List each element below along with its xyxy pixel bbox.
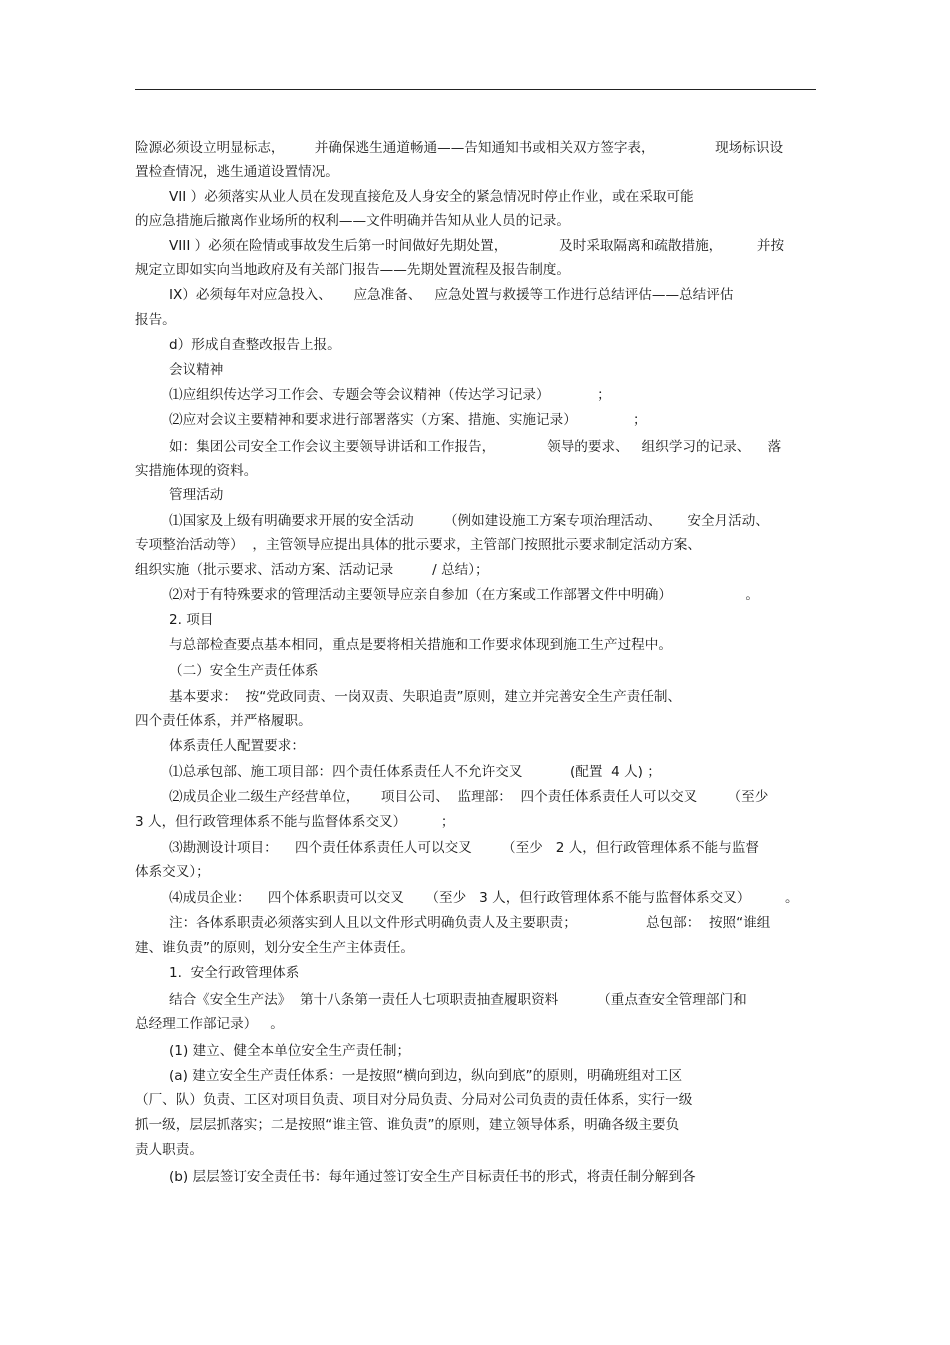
text-line: (a) 建立安全生产责任体系：一是按照“横向到边，纵向到底”的原则，明确班组对工区 bbox=[169, 1068, 683, 1084]
text-line: 会议精神 bbox=[169, 362, 224, 378]
text-line: 实措施体现的资料。 bbox=[135, 463, 258, 479]
text-line: (b) 层层签订安全责任书：每年通过签订安全生产目标责任书的形式，将责任制分解到各 bbox=[169, 1169, 696, 1185]
text-line: (1) 建立、健全本单位安全生产责任制； bbox=[169, 1043, 411, 1059]
text-line: 建、谁负责”的原则，划分安全生产主体责任。 bbox=[135, 940, 414, 956]
text-line: 的应急措施后撤离作业场所的权利——文件明确并告知从业人员的记录。 bbox=[135, 213, 570, 229]
text-line: ⑷成员企业： 四个体系职责可以交叉 （至少 3 人，但行政管理体系不能与监督体系交叉） 。 bbox=[169, 890, 799, 906]
text-line: IX）必须每年对应急投入、 应急准备、 应急处置与救援等工作进行总结评估——总结评估 bbox=[169, 287, 734, 303]
text-line: ⑴国家及上级有明确要求开展的安全活动 （例如建设施工方案专项治理活动、 安全月活动、 bbox=[169, 513, 769, 529]
text-line: 体系责任人配置要求： bbox=[169, 738, 305, 754]
text-line: 3 人，但行政管理体系不能与监督体系交叉） ； bbox=[135, 814, 455, 830]
text-line: 管理活动 bbox=[169, 487, 224, 503]
text-line: ⑴应组织传达学习工作会、专题会等会议精神（传达学习记录） ； bbox=[169, 387, 611, 403]
text-line: 如：集团公司安全工作会议主要领导讲话和工作报告， 领导的要求、 组织学习的记录、 落 bbox=[169, 439, 782, 455]
text-line: 结合《安全生产法》 第十八条第一责任人七项职责抽查履职资料 （重点查安全管理部门和 bbox=[169, 992, 747, 1008]
text-line: （厂、队）负责、工区对项目负责、项目对分局负责、分局对公司负责的责任体系，实行一级 bbox=[135, 1092, 693, 1108]
text-line: 规定立即如实向当地政府及有关部门报告——先期处置流程及报告制度。 bbox=[135, 262, 570, 278]
text-line: 报告。 bbox=[135, 312, 176, 328]
text-line: ⑵应对会议主要精神和要求进行部署落实（方案、措施、实施记录） ； bbox=[169, 412, 647, 428]
text-line: 置检查情况，逃生通道设置情况。 bbox=[135, 164, 339, 180]
text-line: 四个责任体系，并严格履职。 bbox=[135, 713, 312, 729]
text-line: VIII ）必须在险情或事故发生后第一时间做好先期处置， 及时采取隔离和疏散措施， 并按 bbox=[169, 238, 785, 254]
text-line: VII ）必须落实从业人员在发现直接危及人身安全的紧急情况时停止作业，或在采取可能 bbox=[169, 189, 694, 205]
text-line: 险源必须设立明显标志， 并确保逃生通道畅通——告知通知书或相关双方签字表， 现场标识设 bbox=[135, 140, 784, 156]
text-line: ⑶勘测设计项目： 四个责任体系责任人可以交叉 （至少 2 人，但行政管理体系不能与监督 bbox=[169, 840, 760, 856]
text-line: 基本要求： 按“党政同责、一岗双责、失职追责”原则，建立并完善安全生产责任制、 bbox=[169, 689, 682, 705]
text-line: 专项整治活动等） ，主管领导应提出具体的批示要求，主管部门按照批示要求制定活动方案、 bbox=[135, 537, 701, 553]
text-line: ⑵成员企业二级生产经营单位， 项目公司、 监理部： 四个责任体系责任人可以交叉 （至少 bbox=[169, 789, 769, 805]
text-line: 与总部检查要点基本相同，重点是要将相关措施和工作要求体现到施工生产过程中。 bbox=[169, 637, 672, 653]
text-line: 体系交叉）； bbox=[135, 864, 210, 880]
text-line: 总经理工作部记录） 。 bbox=[135, 1016, 284, 1032]
text-line: d）形成自查整改报告上报。 bbox=[169, 337, 341, 353]
text-line: 1. 安全行政管理体系 bbox=[169, 965, 300, 981]
text-line: 2. 项目 bbox=[169, 612, 214, 628]
header-rule bbox=[135, 89, 816, 90]
text-line: 注：各体系职责必须落实到人且以文件形式明确负责人及主要职责； 总包部： 按照“谁组 bbox=[169, 915, 771, 931]
text-line: 组织实施（批示要求、活动方案、活动记录 / 总结）； bbox=[135, 562, 489, 578]
text-line: 责人职责。 bbox=[135, 1142, 203, 1158]
text-line: ⑵对于有特殊要求的管理活动主要领导应亲自参加（在方案或工作部署文件中明确） 。 bbox=[169, 587, 760, 603]
text-line: （二）安全生产责任体系 bbox=[169, 663, 319, 679]
text-line: ⑴总承包部、施工项目部：四个责任体系责任人不允许交叉 (配置 4 人) ； bbox=[169, 764, 661, 780]
text-line: 抓一级，层层抓落实；二是按照“谁主管、谁负责”的原则，建立领导体系，明确各级主要负 bbox=[135, 1117, 680, 1133]
